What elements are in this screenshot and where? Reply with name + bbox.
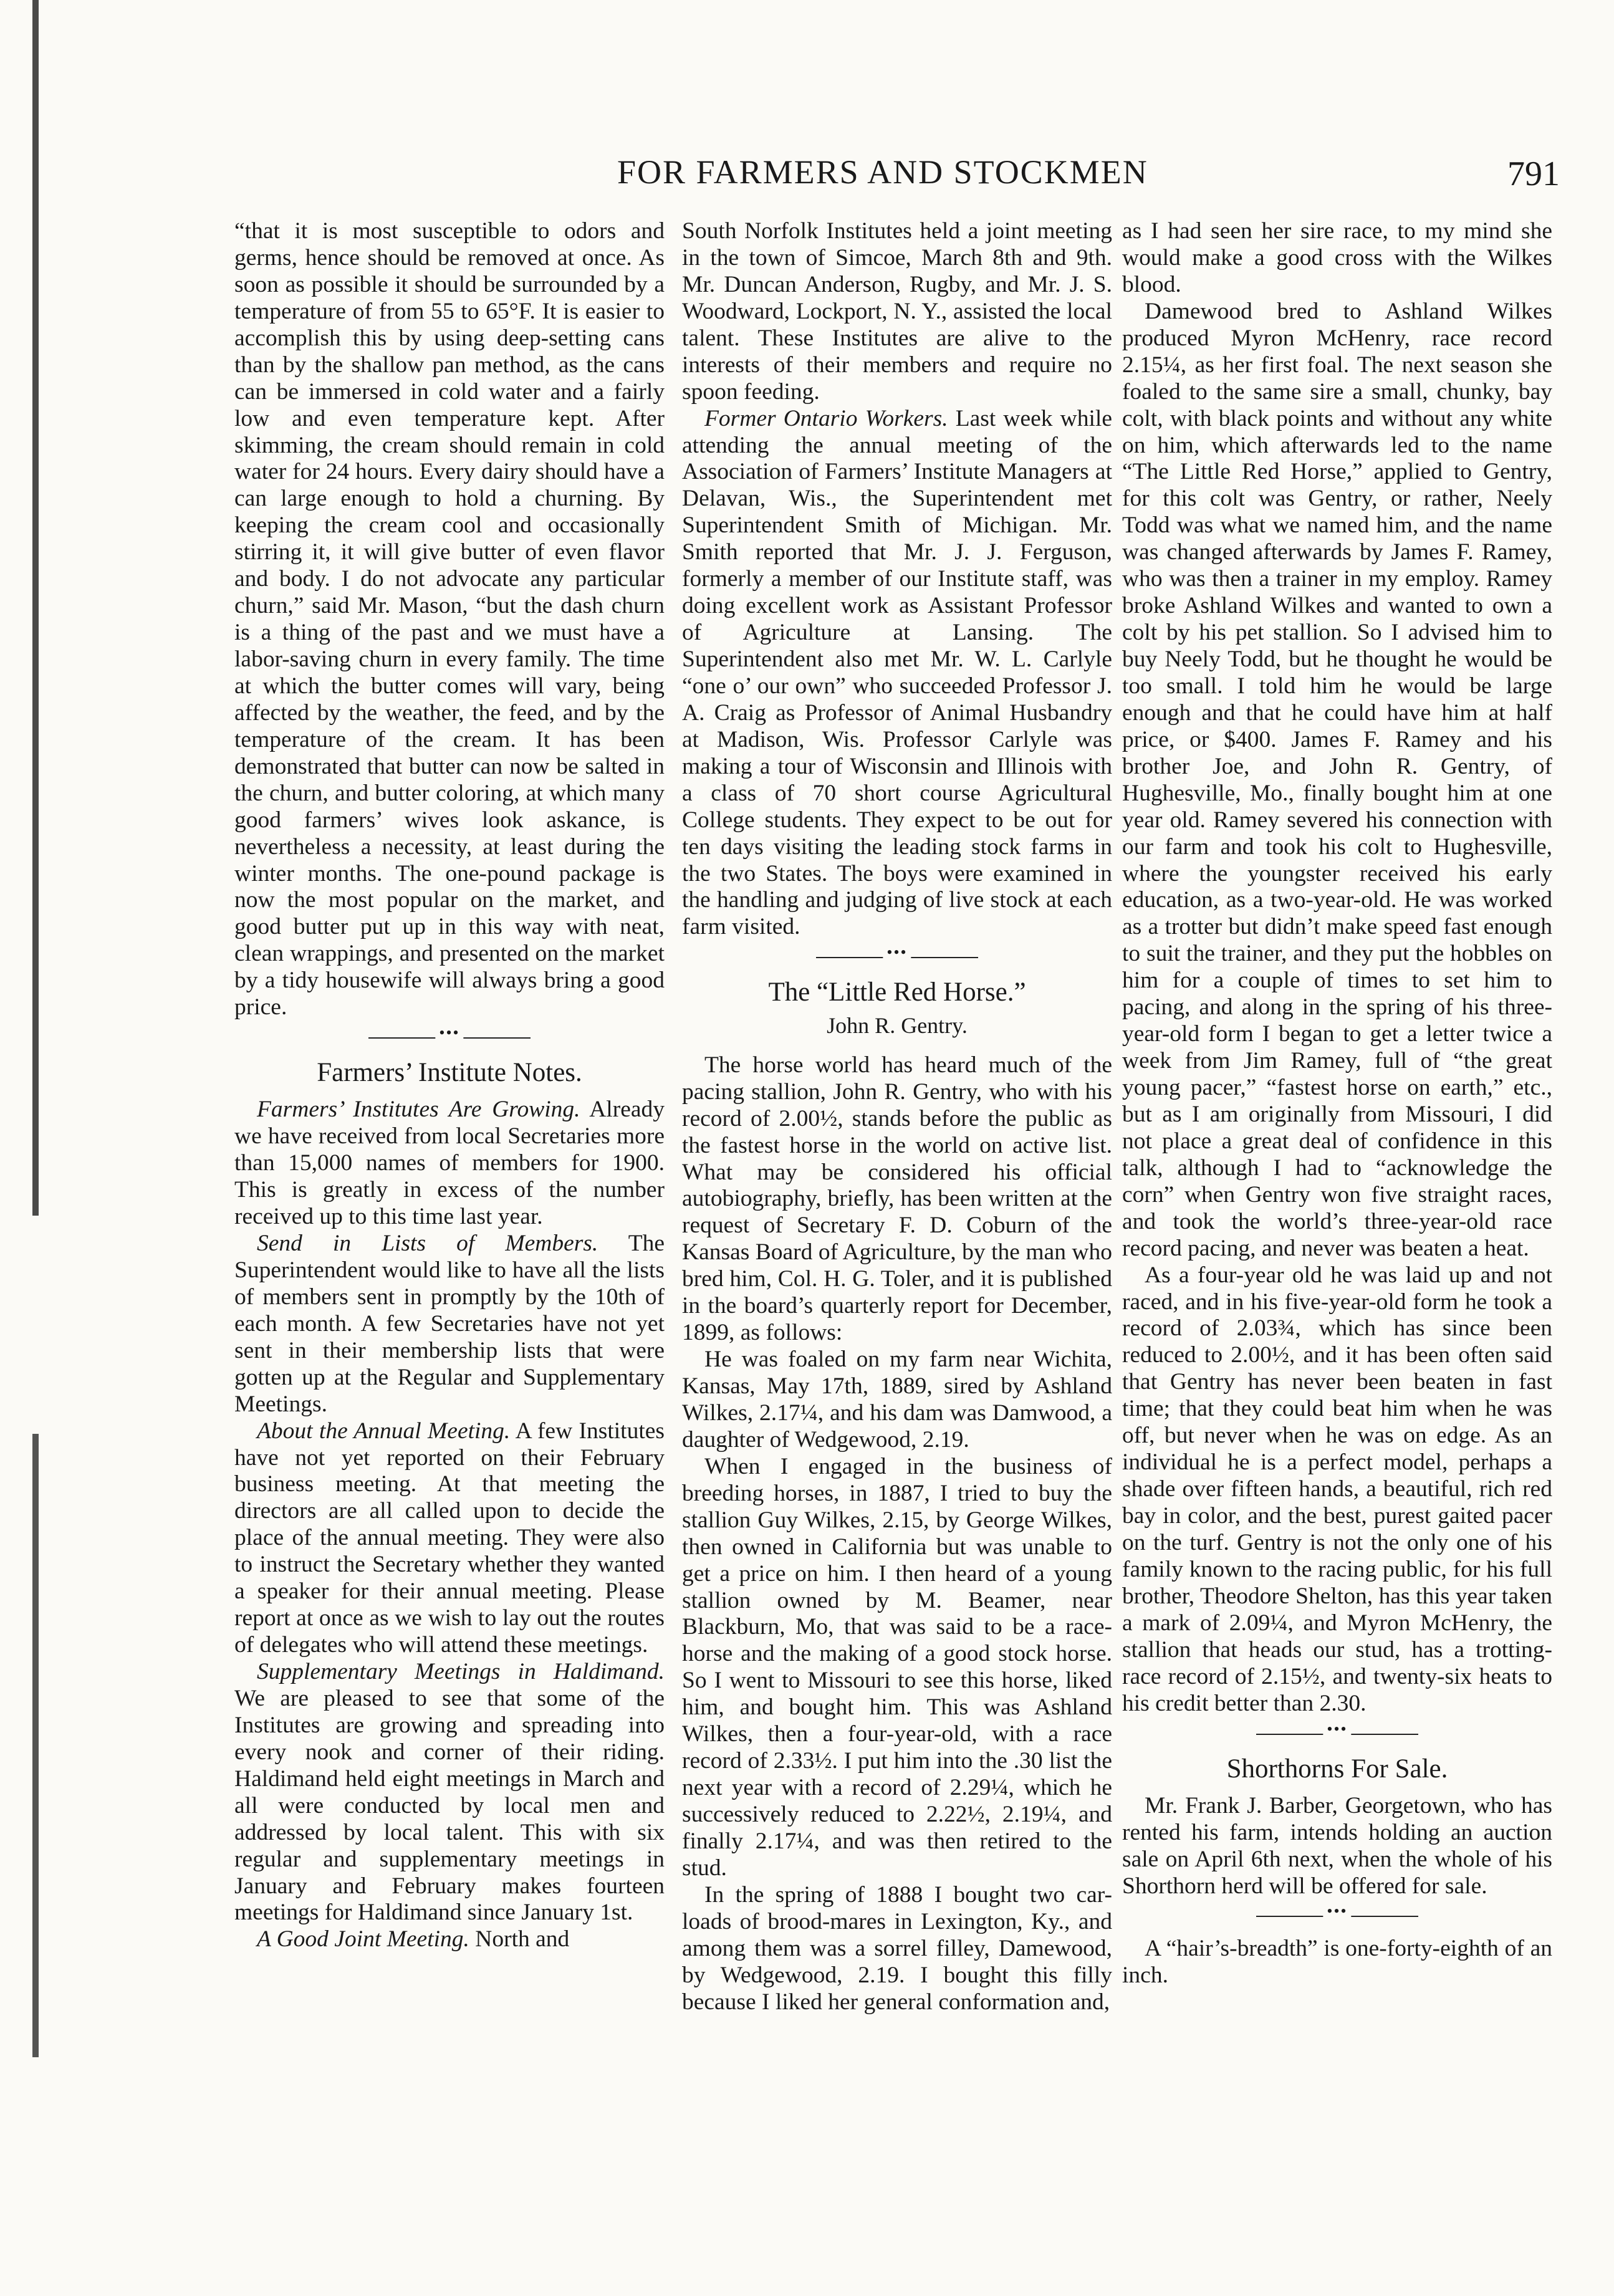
section-divider: [1256, 1916, 1418, 1917]
paragraph: Mr. Frank J. Barber, Georgetown, who has rented his farm, intends holding an auction sale on April 6th next, when the whole of his Shorthorn herd will be offered for sale.: [1122, 1792, 1552, 1899]
paragraph-lead: Supplementary Meetings in Haldimand.: [257, 1659, 665, 1685]
paragraph: [234, 1418, 665, 1659]
paragraph-lead: Farmers’ Institutes Are Growing.: [257, 1097, 580, 1123]
paragraph: As a four-year old he was laid up and not raced, and in his five-year-old form he took a record of 2.03¾, which has since been reduced to 2.00½, and it has been often said that Gentry has never been beaten in fast time; that they could beat him when he was off, but never when he was on edge. As an individual he is a perfect model, perhaps a shade over fifteen hands, a beautiful, rich red bay in color, and the best, purest gaited pacer on the turf. Gentry is not the only one of his family known to the racing public, for his full brother, Theodore Shelton, has this year taken a mark of 2.09¼, and Myron McHenry, the stallion that heads our stud, has a trotting-race record of 2.15½, and twenty-six heats to his credit better than 2.30.: [1122, 1262, 1552, 1716]
paragraph: In the spring of 1888 I bought two car-loads of brood-mares in Lexington, Ky., and among them was a sorrel filley, Damewood, by Wedgewood, 2.19. I bought this filly because I liked her general conformation and,: [682, 1881, 1112, 2015]
paragraph: South Norfolk Institutes held a joint meeting in the town of Simcoe, March 8th and 9th. Mr. Duncan Anderson, Rugby, and Mr. J. S. Woodward, Lockport, N. Y., assisted the local talent. These Institutes are alive to the interests of their members and require no spoon feeding.: [682, 218, 1112, 405]
paragraph: The horse world has heard much of the pacing stallion, John R. Gentry, who with his record of 2.00½, stands before the public as the fastest horse in the world on active list. What may be considered his official autobiography, briefly, has been written at the request of Secretary F. D. Coburn of the Kansas Board of Agriculture, by the man who bred him, Col. H. G. Toler, and it is published in the board’s quarterly report for December, 1899, as follows:: [682, 1052, 1112, 1346]
binding-edge-lower: [32, 1434, 39, 2057]
paragraph-body: The Superintendent would like to have all the lists of members sent in promptly by the 10th of each month. A few Secretaries have not yet sent in their membership lists that were gotten up at the Regular and Supplementary Meetings.: [234, 1231, 665, 1417]
column-2: [682, 218, 1112, 2244]
column-1: [234, 218, 665, 2244]
paragraph: as I had seen her sire race, to my mind she would make a good cross with the Wilkes blood.: [1122, 218, 1552, 297]
paragraph-body: We are pleased to see that some of the Institutes are growing and spreading into every nook and corner of their riding. Haldimand held eight meetings in March and all were conducted by local men and addressed by local talent. This with six regular and supplementary meetings in January and February makes fourteen meetings for Haldimand since January 1st.: [234, 1685, 665, 1926]
paragraph: [234, 1659, 665, 1926]
paragraph: [234, 1097, 665, 1231]
paragraph: “that it is most susceptible to odors and germs, hence should be removed at once. As soon as possible it should be surrounded by a temperature of from 55 to 65°F. It is easier to accomplish this by using deep-setting cans than by the shallow pan method, as the cans can be immersed in cold water and a fairly low and even temperature kept. After skimming, the cream should remain in cold water for 24 hours. Every dairy should have a can large enough to hold a churning. By keeping the cream cool and occasionally stirring it, it will give butter of even flavor and body. I do not advocate any particular churn,” said Mr. Mason, “but the dash churn is a thing of the past and we must have a labor-saving churn in every family. The time at which the butter comes will vary, being affected by the weather, the feed, and by the temperature of the cream. It has been demonstrated that butter can now be salted in the churn, and butter coloring, at which many good farmers’ wives look askance, is nevertheless a necessity, at least during the winter months. The one-pound package is now the most popular on the market, and good butter put up in this way with neat, clean wrappings, and presented on the market by a tidy housewife will always bring a good price.: [234, 218, 665, 1021]
page-header: [0, 153, 1614, 203]
paragraph-body: Last week while attending the annual meeting of the Association of Farmers’ Institute Managers at Delavan, Wis., the Superintendent met Superintendent Smith of Michigan. Mr. Smith reported that Mr. J. J. Ferguson, formerly a member of our Institute staff, was doing excellent work as Assistant Professor of Agriculture at Lansing. The Superintendent also met Mr. W. L. Carlyle “one o’ our own” who succeeded Professor J. A. Craig as Professor of Animal Husbandry at Madison, Wis. Professor Carlyle was making a tour of Wisconsin and Illinois with a class of 70 short course Agricultural College students. They expect to be out for ten days visiting the leading stock farms in the two States. The boys were examined in the handling and judging of live stock at each farm visited.: [682, 405, 1112, 940]
paragraph-body: Already we have received from local Secretaries more than 15,000 names of members for 1900. This is greatly in excess of the number received up to this time last year.: [234, 1097, 665, 1230]
paragraph: He was foaled on my farm near Wichita, Kansas, May 17th, 1889, sired by Ashland Wilkes, 2.17¼, and his dam was Damwood, a daughter of Wedgewood, 2.19.: [682, 1347, 1112, 1453]
section-heading: Shorthorns For Sale.: [1226, 1754, 1448, 1784]
section-heading: Farmers’ Institute Notes.: [317, 1058, 582, 1088]
byline: John R. Gentry.: [827, 1012, 968, 1038]
paragraph: Damewood bred to Ashland Wilkes produced Myron McHenry, race record 2.15¼, as her first foal. The next season she foaled to the same sire a small, chunky, bay colt, with black points and without any white on him, which afterwards led to the name “The Little Red Horse,” applied to Gentry, for this colt was Gentry, or rather, Neely Todd was what we named him, and the name was changed afterwards by James F. Ramey, who was then a trainer in my employ. Ramey broke Ashland Wilkes and wanted to own a colt by his pet stallion. So I advised him to buy Neely Todd, but he thought he would be too small. I told him he would be large enough and that he could have him at half price, or $400. James F. Ramey and his brother Joe, and John R. Gentry, of Hughesville, Mo., finally bought him at one year old. Ramey severed his connection with our farm and took his colt to Hughesville, where the youngster received his early education, as a two-year-old. He was worked as a trotter but didn’t make speed fast enough to suit the trainer, and they put the hobbles on him for a couple of times to set him to pacing, and along in the spring of his three-year-old form I began to get a letter twice a week from Jim Ramey, full of “the great young pacer,” “fastest horse on earth,” etc., but as I am originally from Missouri, I did not place a great deal of confidence in this talk, although I had to “acknowledge the corn” when Gentry won five straight races, and took the world’s three-year-old race record pacing, and never was beaten a heat.: [1122, 298, 1552, 1261]
section-divider: [816, 957, 978, 958]
page-number: 791: [1507, 155, 1560, 193]
section-divider: [1256, 1734, 1418, 1735]
section-divider: [368, 1037, 531, 1039]
paragraph-lead: Former Ontario Workers.: [704, 405, 948, 431]
paragraph-body: North and: [475, 1926, 570, 1953]
paragraph: [234, 1231, 665, 1418]
running-title: FOR FARMERS AND STOCKMEN: [617, 153, 1148, 191]
paragraph-lead: About the Annual Meeting.: [257, 1418, 511, 1444]
section-heading: The “Little Red Horse.”: [768, 977, 1026, 1007]
paragraph: [234, 1926, 665, 1953]
paragraph-body: A few Institutes have not yet reported on their February business meeting. At that meeting the directors are all called upon to decide the place of the annual meeting. They were also to instruct the Secretary whether they wanted a speaker for their annual meeting. Please report at once as we wish to lay out the routes of delegates who will attend these meetings.: [234, 1418, 665, 1658]
paragraph: A “hair’s-breadth” is one-forty-eighth of an inch.: [1122, 1936, 1552, 1989]
paragraph-lead: A Good Joint Meeting.: [257, 1926, 469, 1953]
paragraph: When I engaged in the business of breeding horses, in 1887, I tried to buy the stallion Guy Wilkes, 2.15, by George Wilkes, then owned in California but was unable to get a price on him. I then heard of a young stallion owned by M. Beamer, near Blackburn, Mo, that was said to be a race-horse and the making of a good stock horse. So I went to Missouri to see this horse, liked him, and bought him. This was Ashland Wilkes, then a four-year-old, with a race record of 2.33½. I put him into the .30 list the next year with a record of 2.29¼, which he successively reduced to 2.22½, 2.19¼, and finally 2.17¼, and was then retired to the stud.: [682, 1453, 1112, 1881]
paragraph-lead: Send in Lists of Members.: [257, 1231, 598, 1257]
paragraph: [682, 406, 1112, 941]
column-3: [1122, 218, 1552, 2244]
